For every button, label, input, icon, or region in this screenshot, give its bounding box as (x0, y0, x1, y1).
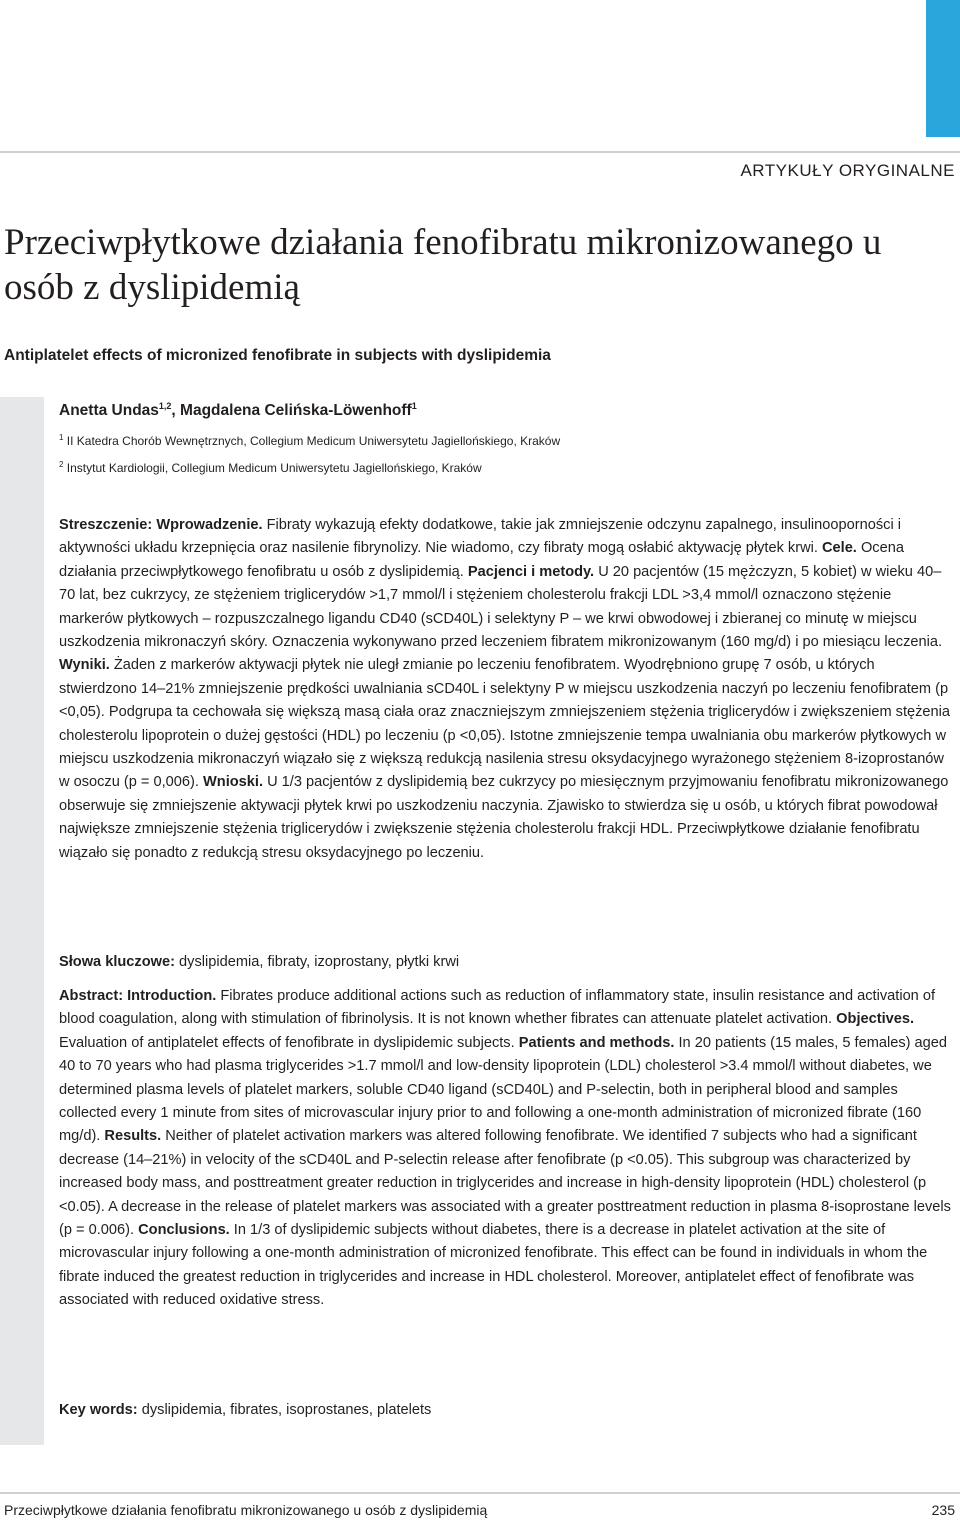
abstract-text: Neither of platelet activation markers was altered following fenofibrate. We identified 7 subjects who had a significant decrease (14–21%) in velocity of the sCD40L and P-selectin release after fenofibrate (p <0.05). This subgroup was characterized by increased body mass, and posttreatment greater reduction in triglycerides and increase in high-density lipoprotein (HDL) cholesterol (p <0.05). A decrease in the release of platelet markers was associated with a greater posttreatment reduction in plasma 8-isoprostane levels (p = 0.006). (59, 1128, 951, 1239)
keywords-label: Key words: (59, 1402, 138, 1418)
abstract-label: Abstract: (59, 988, 124, 1004)
keywords-text: dyslipidemia, fibraty, izoprostany, płytki krwi (179, 954, 460, 970)
article-subtitle: Antiplatelet effects of micronized fenofibrate in subjects with dyslipidemia (4, 347, 551, 364)
abstract-text: U 1/3 pacjentów z dyslipidemią bez cukrzycy po miesięcznym przyjmowaniu fenofibratu mikronizowanego obserwuje się zmniejszenie aktywacji płytek krwi po uszkodzeniu naczynia. Zjawisko to stwierdza się u osób, u których fibrat powodował największe zmniejszenie stężenia triglicerydów i zwiększenie stężenia cholesterolu frakcji HDL. Przeciwpłytkowe działanie fenofibratu wiązało się ponadto z redukcją stresu oksydacyjnego po leczeniu. (59, 774, 949, 861)
abstract-text: U 20 pacjentów (15 mężczyzn, 5 kobiet) w wieku 40–70 lat, bez cukrzycy, ze stężeniem triglicerydów >1,7 mmol/l i stężeniem cholesterolu frakcji LDL >3,4 mmol/l oznaczono stężenie markerów płytkowych – rozpuszczalnego ligandu CD40 (sCD40L) i selektyny P – we krwi obwodowej i zbieranej co minutę w miejscu uszkodzenia mikronaczyń skóry. Oznaczenia wykonywano przed leczeniem fibratem mikronizowanym (160 mg/d) i po miesiącu leczenia. (59, 563, 943, 651)
keywords-label: Słowa kluczowe: (59, 954, 175, 970)
header-rule (0, 151, 960, 153)
section-heading: Introduction. (127, 988, 217, 1004)
affiliation-text: Instytut Kardiologii, Collegium Medicum Uniwersytetu Jagiellońskiego, Kraków (66, 461, 482, 475)
section-heading: Cele. (821, 540, 857, 557)
abstract-text: Żaden z markerów aktywacji płytek nie uległ zmianie po leczeniu fenofibratem. Wyodrębniono grupę 7 osób, u których stwierdzono 14–21% zmniejszenie prędkości uwalniania sCD40L i selektyny P w miejscu uszkodzenia naczyń po leczeniu fenofibratem (p <0,05). Podgrupa ta cechowała się większą masą ciała oraz znaczniejszym zmniejszeniem stężenia triglicerydów i zwiększeniem stężenia cholesterolu lipoprotein o dużej gęstości (HDL) po leczeniu (p <0,05). Istotne zmniejszenie tempa uwalniania obu markerów płytkowych w miejscu uszkodzenia mikronaczyń wiązało się z większą redukcją nasilenia stresu oksydacyjnego wyrażonego stężeniem 8-izoprostanów w osoczu (p = 0,006). (59, 657, 951, 791)
running-title: Przeciwpłytkowe działania fenofibratu mikronizowanego u osób z dyslipidemią (4, 1502, 488, 1518)
section-heading: Conclusions. (138, 1222, 230, 1239)
footer-rule (0, 1492, 960, 1494)
author-affiliation-mark: 1,2 (158, 401, 172, 411)
abstract-polish (59, 514, 954, 865)
affiliation-number: 2 (59, 460, 64, 469)
accent-bar (926, 0, 960, 137)
authors-line (59, 401, 417, 420)
abstract-label: Streszczenie: (59, 517, 153, 533)
section-heading: Objectives. (836, 1011, 915, 1028)
author-affiliation-mark: 1 (411, 401, 417, 411)
affiliation-number: 1 (59, 433, 64, 442)
abstract-text: Evaluation of antiplatelet effects of fenofibrate in dyslipidemic subjects. (59, 1034, 515, 1051)
section-heading: Pacjenci i metody. (467, 563, 595, 580)
abstract-english (59, 985, 954, 1313)
section-heading: Patients and methods. (518, 1034, 675, 1051)
section-heading: Wprowadzenie. (156, 517, 263, 533)
section-heading: Wyniki. (59, 657, 110, 674)
abstract-text: Ocena działania przeciwpłytkowego fenofibratu u osób z dyslipidemią. (59, 540, 904, 580)
abstract-text: Fibrates produce additional actions such as reduction of inflammatory state, insulin resistance and activation of blood coagulation, along with stimulation of fibrinolysis. It is not known whether fibrates can attenuate platelet activation. (59, 988, 936, 1028)
abstract-text: In 20 patients (15 males, 5 females) aged 40 to 70 years who had plasma triglycerides >1.7 mmol/l and low-density lipoprotein (LDL) cholesterol >3.4 mmol/l without diabetes, we determined plasma levels of platelet markers, soluble CD40 ligand (sCD40L) and P-selectin, both in peripheral blood and samples collected every 1 minute from sites of microvascular injury prior to and following a one-month administration of micronized fibrate (160 mg/d). (59, 1034, 948, 1145)
page-number: 235 (931, 1502, 955, 1518)
keywords-english (59, 1399, 954, 1422)
author-name: Magdalena Celińska-Löwenhoff (180, 402, 412, 420)
abstract-text: In 1/3 of dyslipidemic subjects without diabetes, there is a decrease in platelet activation at the site of microvascular injury following a one-month administration of micronized fenofibrate. This effect can be found in individuals in whom the fibrate induced the greatest reduction in triglycerides and increase in HDL cholesterol. Moreover, antiplatelet effect of fenofibrate was associated with reduced oxidative stress. (59, 1222, 928, 1309)
affiliation (59, 460, 482, 475)
affiliation (59, 433, 560, 448)
author-separator: , (171, 402, 181, 420)
section-heading: Wnioski. (203, 774, 263, 791)
keywords-polish (59, 951, 954, 974)
author-name: Anetta Undas (59, 402, 159, 420)
keywords-text: dyslipidemia, fibrates, isoprostanes, platelets (141, 1402, 432, 1418)
section-heading: Results. (104, 1128, 162, 1145)
abstract-text: Fibraty wykazują efekty dodatkowe, takie jak zmniejszenie odczynu zapalnego, insulinooporności i aktywności układu krzepnięcia oraz nasilenie fibrynolizy. Nie wiadomo, czy fibraty mogą osłabić aktywację płytek krwi. (59, 517, 901, 557)
affiliation-text: II Katedra Chorób Wewnętrznych, Collegium Medicum Uniwersytetu Jagiellońskiego, Kraków (66, 434, 561, 448)
article-title: Przeciwpłytkowe działania fenofibratu mikronizowanego u osób z dyslipidemią (4, 222, 882, 308)
section-label: ARTYKUŁY ORYGINALNE (740, 161, 955, 180)
